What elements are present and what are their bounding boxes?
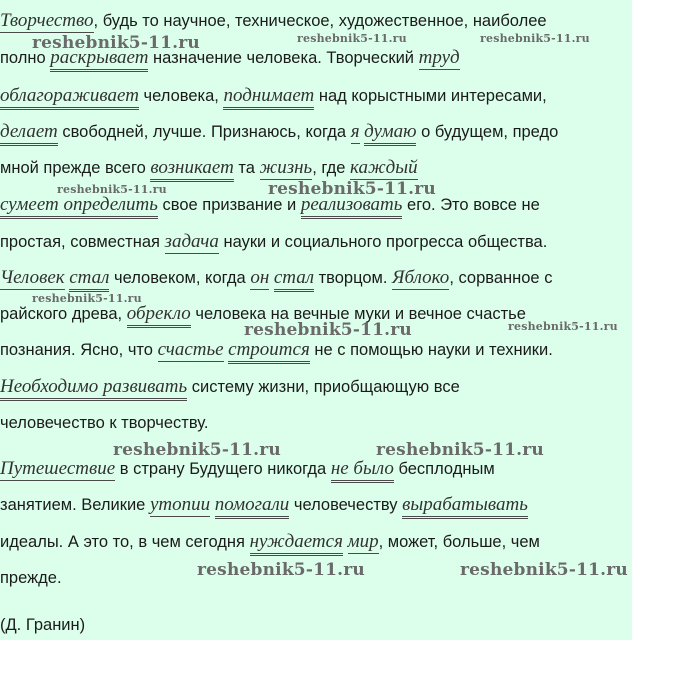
subject-word: задача	[164, 231, 219, 252]
subject-word: Яблоко	[392, 267, 450, 288]
watermark: reshebnik5-11.ru	[57, 183, 167, 196]
text-segment	[210, 496, 215, 514]
predicate-word: обрекло	[127, 303, 191, 328]
subject-word: Человек	[0, 267, 65, 288]
text-segment: бесплодным	[393, 460, 495, 478]
text-segment: человеком, когда	[109, 269, 251, 287]
text-segment: познания. Ясно, что	[0, 341, 158, 359]
text-segment: творцом.	[314, 269, 393, 287]
text-segment: над корыстными интересами,	[314, 87, 547, 105]
predicate-word: не было	[331, 458, 394, 483]
predicate-word: вырабатывать	[402, 494, 528, 519]
watermark: reshebnik5-11.ru	[32, 33, 200, 53]
subject-word: труд	[418, 47, 460, 68]
text-line	[0, 458, 495, 480]
text-segment: простая, совместная	[0, 233, 165, 251]
subject-word: он	[250, 267, 270, 288]
text-segment: идеалы. А это то, в чем сегодня	[0, 533, 250, 551]
text-line	[0, 412, 208, 434]
text-segment: , будь то научное, техническое, художественное, наиболее	[93, 12, 547, 30]
subject-word: каждый	[350, 157, 418, 178]
text-segment: человечество к творчеству.	[0, 414, 209, 432]
text-segment: о будущем, предо	[416, 123, 559, 141]
text-segment: , сорванное с	[449, 269, 553, 287]
text-line	[0, 531, 540, 553]
text-segment: человека,	[138, 87, 224, 105]
text-line	[0, 339, 553, 361]
subject-word: мир	[347, 531, 379, 552]
text-line	[0, 567, 62, 589]
author-line: (Д. Гранин)	[0, 616, 86, 634]
watermark: reshebnik5-11.ru	[197, 560, 365, 580]
text-segment	[343, 533, 348, 551]
watermark: reshebnik5-11.ru	[268, 179, 436, 199]
text-segment: прежде.	[0, 569, 62, 587]
watermark: reshebnik5-11.ru	[297, 32, 407, 45]
watermark: reshebnik5-11.ru	[244, 320, 412, 340]
watermark: reshebnik5-11.ru	[508, 320, 618, 333]
text-segment: свое призвание и	[157, 196, 301, 214]
text-segment: науки и социального прогресса общества.	[218, 233, 548, 251]
subject-word: Творчество	[0, 10, 94, 31]
predicate-word: помогали	[215, 494, 290, 519]
text-segment: человечеству	[289, 496, 403, 514]
text-line	[0, 494, 528, 516]
text-segment: его. Это вовсе не	[402, 196, 540, 214]
text-segment: мной прежде всего	[0, 159, 151, 177]
predicate-word: облагораживает	[0, 85, 139, 110]
predicate-word: нуждается	[250, 531, 343, 556]
predicate-word: сумеет определить	[0, 194, 158, 219]
text-segment: назначение человека. Творческий	[148, 49, 419, 67]
text-segment: в страну Будущего никогда	[115, 460, 331, 478]
watermark: reshebnik5-11.ru	[460, 560, 628, 580]
predicate-word: поднимает	[223, 85, 314, 110]
predicate-word: стал	[274, 267, 314, 292]
text-line	[0, 121, 558, 143]
text-segment: , где	[312, 159, 351, 177]
watermark: reshebnik5-11.ru	[480, 32, 590, 45]
predicate-word: стал	[69, 267, 109, 292]
text-line	[0, 10, 547, 32]
text-segment: , может, больше, чем	[378, 533, 540, 551]
subject-word: жизнь	[259, 157, 313, 178]
watermark: reshebnik5-11.ru	[376, 440, 544, 460]
subject-word: я	[350, 121, 360, 142]
text-segment: райского древа,	[0, 305, 127, 323]
predicate-word: возникает	[150, 157, 233, 182]
predicate-word: реализовать	[301, 194, 403, 219]
subject-word: Путешествие	[0, 458, 116, 479]
predicate-word: раскрывает	[50, 47, 148, 72]
text-line	[0, 157, 418, 179]
watermark: reshebnik5-11.ru	[113, 440, 281, 460]
predicate-word: строится	[228, 339, 310, 364]
watermark: reshebnik5-11.ru	[32, 292, 142, 305]
text-line	[0, 376, 460, 398]
subject-word: счастье	[157, 339, 224, 360]
text-segment: полно	[0, 49, 51, 67]
text-segment: занятием. Великие	[0, 496, 150, 514]
subject-word: утопии	[149, 494, 211, 515]
predicate-word: Необходимо развивать	[0, 376, 187, 401]
predicate-word: делает	[0, 121, 58, 146]
text-line	[0, 267, 552, 289]
text-segment: та	[233, 159, 260, 177]
text-segment: человека на вечные муки и вечное счастье	[190, 305, 526, 323]
text-line	[0, 85, 547, 107]
text-segment: не с помощью науки и техники.	[309, 341, 553, 359]
predicate-word: думаю	[364, 121, 416, 146]
text-line	[0, 231, 547, 253]
text-segment: свободней, лучше. Признаюсь, когда	[57, 123, 351, 141]
text-segment: систему жизни, приобщающую все	[187, 378, 460, 396]
